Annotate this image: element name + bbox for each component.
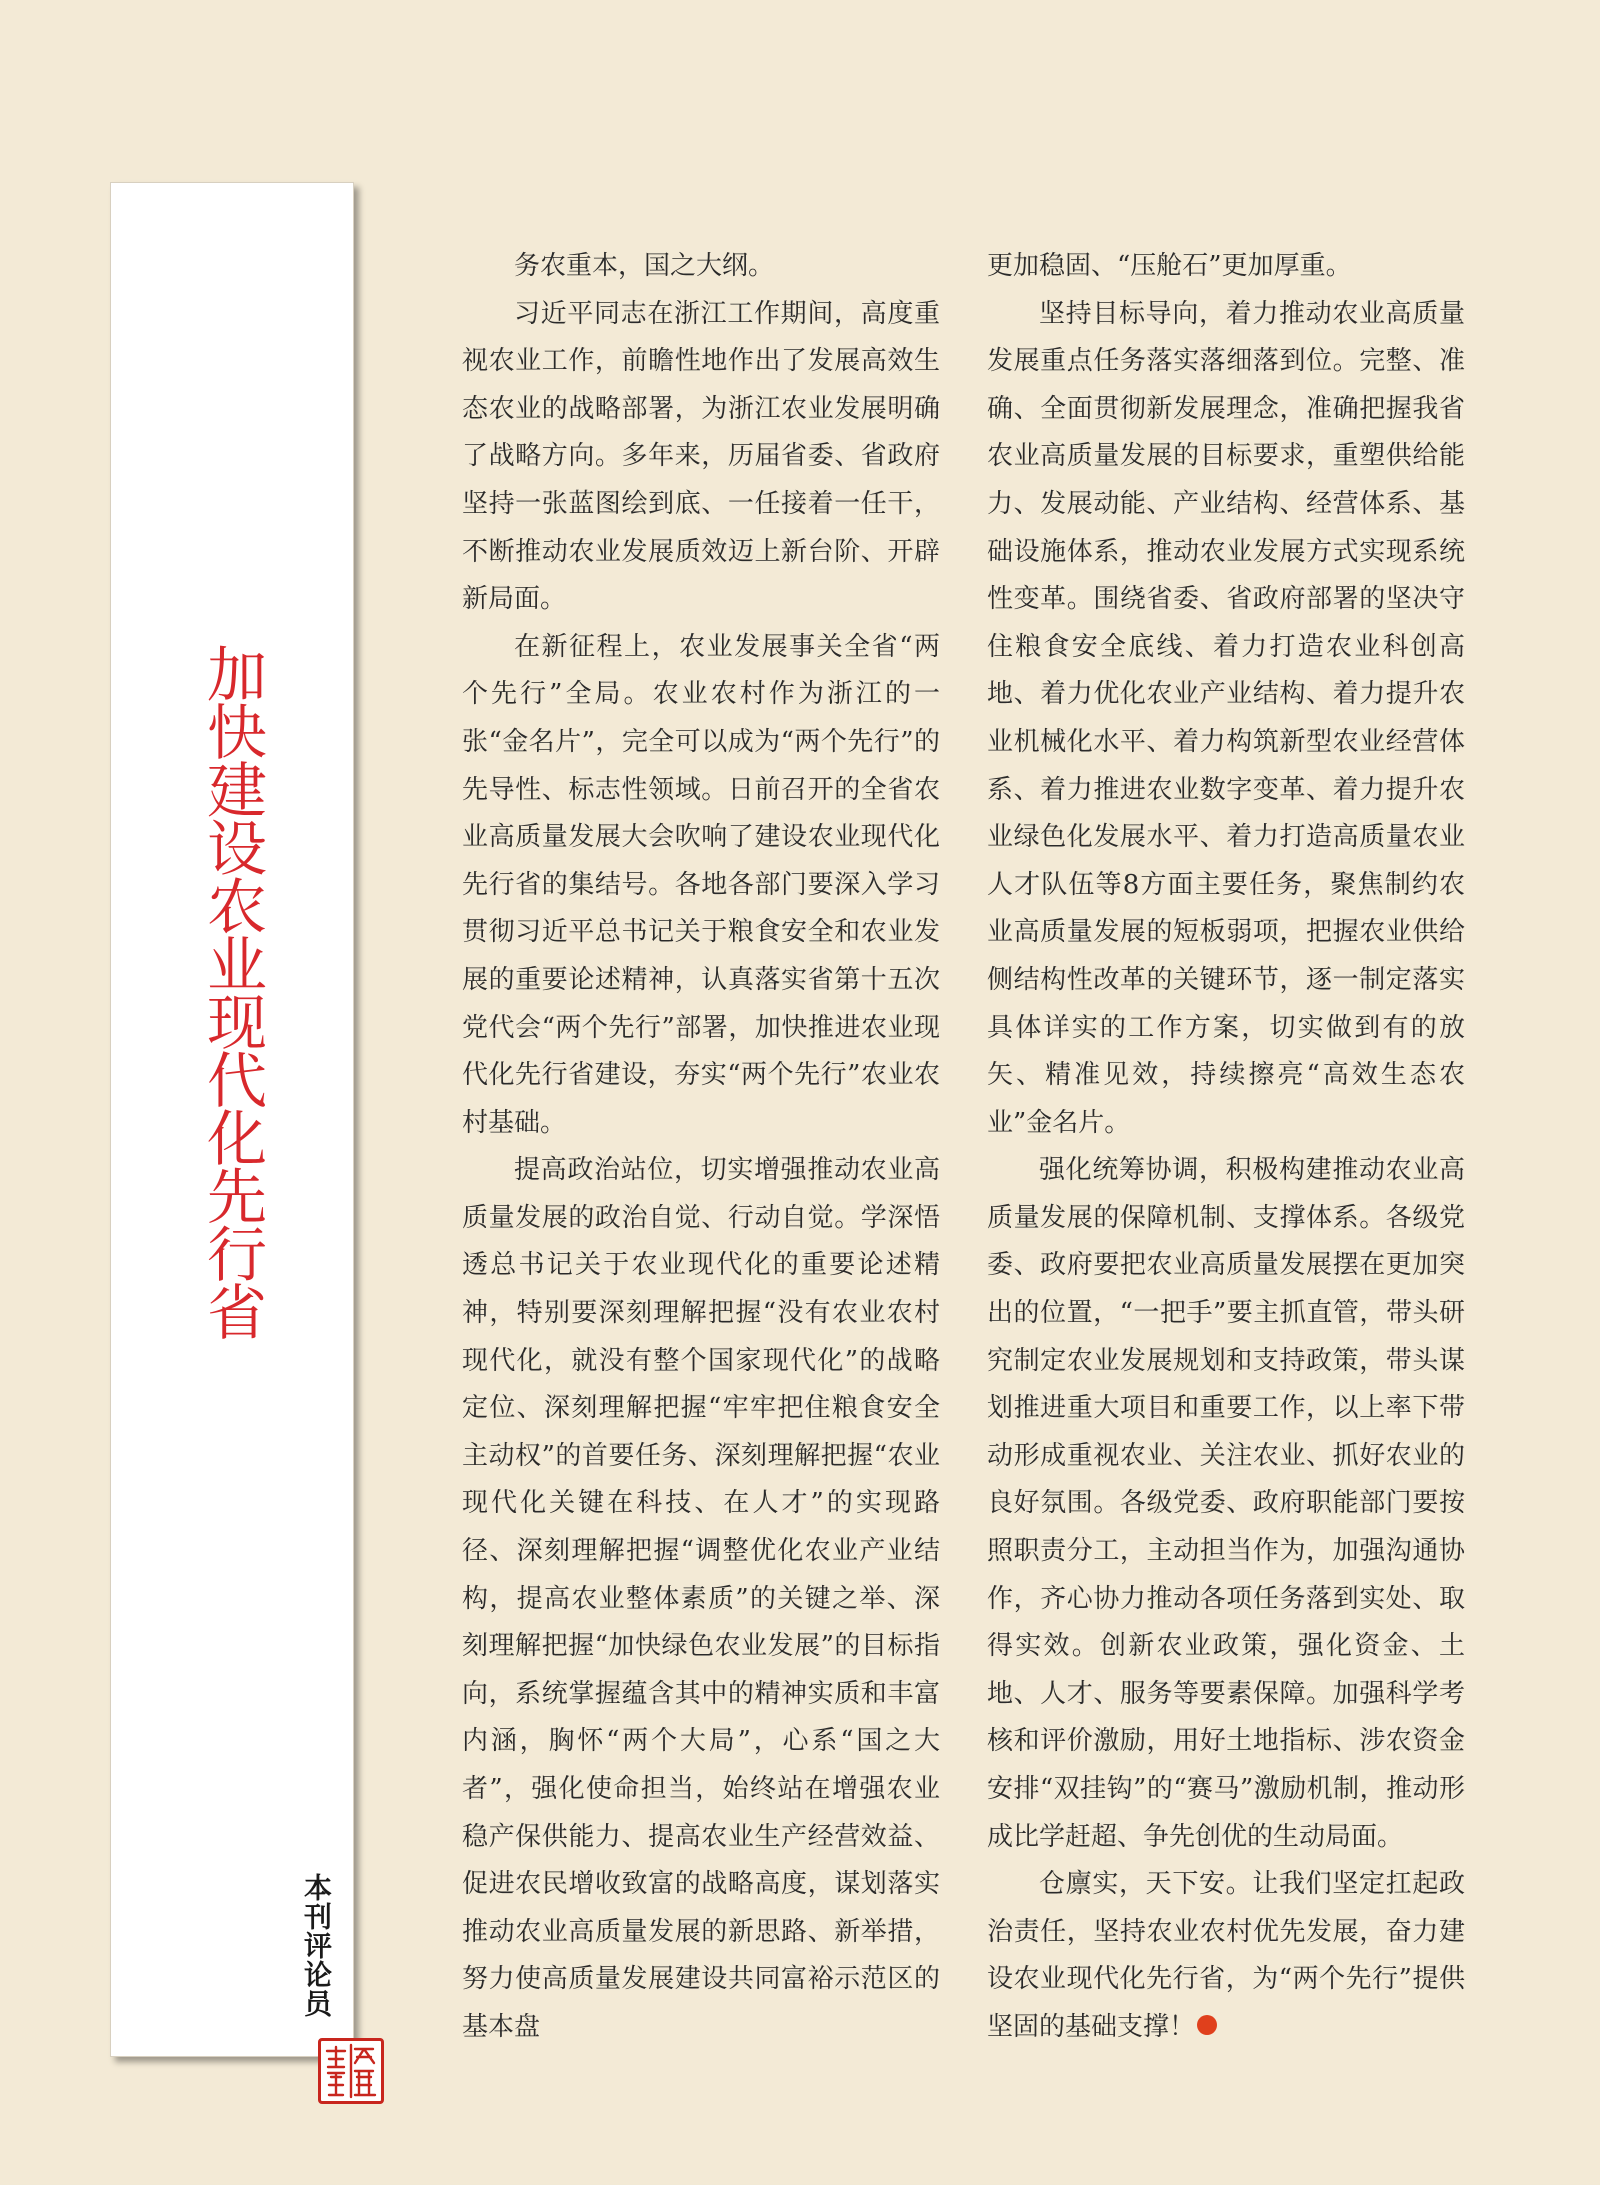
- paragraph-final: [987, 1861, 1465, 2051]
- title-side-panel: [110, 182, 354, 2057]
- seal-stamp-icon: [318, 2038, 384, 2104]
- paragraph: 务农重本，国之大纲。: [514, 251, 775, 281]
- paragraph: 强化统筹协调，积极构建推动农业高质量发展的保障机制、支撑体系。各级党委、政府要把农业高质量发展摆在更加突出的位置，“一把手”要主抓直管，带头研究制定农业发展规划和支持政策，带头谋划推进重大项目和重要工作，以上率下带动形成重视农业、关注农业、抓好农业的良好氛围。各级党委、政府职能部门要按照职责分工，主动担当作为，加强沟通协作，齐心协力推动各项任务落到实处、取得实效。创新农业政策，强化资金、土地、人才、服务等要素保障。加强科学考核和评价激励，用好土地指标、涉农资金安排“双挂钩”的“赛马”激励机制，推动形成比学赶超、争先创优的生动局面。: [987, 1155, 1465, 1852]
- end-mark-icon: [1197, 2015, 1217, 2035]
- paragraph-final-text: 仓廪实，天下安。让我们坚定扛起政治责任，坚持农业农村优先发展，奋力建设农业现代化先行省，为“两个先行”提供坚固的基础支撑！: [987, 1869, 1465, 2042]
- article-column-left: [462, 243, 940, 2052]
- article-title: 加快建设农业现代化先行省: [197, 643, 267, 1339]
- paragraph-continued: 更加稳固、“压舱石”更加厚重。: [987, 251, 1352, 281]
- article-author: 本刊评论员: [300, 1873, 333, 2018]
- article-column-right: [987, 243, 1465, 2052]
- paragraph: 提高政治站位，切实增强推动农业高质量发展的政治自觉、行动自觉。学深悟透总书记关于农业现代化的重要论述精神，特别要深刻理解把握“没有农业农村现代化，就没有整个国家现代化”的战略定位、深刻理解把握“牢牢把住粮食安全主动权”的首要任务、深刻理解把握“农业现代化关键在科技、在人才”的实现路径、深刻理解把握“调整优化农业产业结构，提高农业整体素质”的关键之举、深刻理解把握“加快绿色农业发展”的目标指向，系统掌握蕴含其中的精神实质和丰富内涵，胸怀“两个大局”，心系“国之大者”，强化使命担当，始终站在增强农业稳产保供能力、提高农业生产经营效益、促进农民增收致富的战略高度，谋划落实推动农业高质量发展的新思路、新举措，努力使高质量发展建设共同富裕示范区的基本盘: [462, 1155, 940, 2042]
- paragraph: 习近平同志在浙江工作期间，高度重视农业工作，前瞻性地作出了发展高效生态农业的战略部署，为浙江农业发展明确了战略方向。多年来，历届省委、省政府坚持一张蓝图绘到底、一任接着一任干，不断推动农业发展质效迈上新台阶、开辟新局面。: [462, 298, 940, 615]
- paragraph: 坚持目标导向，着力推动农业高质量发展重点任务落实落细落到位。完整、准确、全面贯彻新发展理念，准确把握我省农业高质量发展的目标要求，重塑供给能力、发展动能、产业结构、经营体系、基础设施体系，推动农业发展方式实现系统性变革。围绕省委、省政府部署的坚决守住粮食安全底线、着力打造农业科创高地、着力优化农业产业结构、着力提升农业机械化水平、着力构筑新型农业经营体系、着力推进农业数字变革、着力提升农业绿色化发展水平、着力打造高质量农业人才队伍等8方面主要任务，聚焦制约农业高质量发展的短板弱项，把握农业供给侧结构性改革的关键环节，逐一制定落实具体详实的工作方案，切实做到有的放矢、精准见效，持续擦亮“高效生态农业”金名片。: [987, 298, 1465, 1138]
- paragraph: 在新征程上，农业发展事关全省“两个先行”全局。农业农村作为浙江的一张“金名片”，完全可以成为“两个先行”的先导性、标志性领域。日前召开的全省农业高质量发展大会吹响了建设农业现代化先行省的集结号。各地各部门要深入学习贯彻习近平总书记关于粮食安全和农业发展的重要论述精神，认真落实省第十五次党代会“两个先行”部署，加快推进农业现代化先行省建设，夯实“两个先行”农业农村基础。: [462, 631, 940, 1138]
